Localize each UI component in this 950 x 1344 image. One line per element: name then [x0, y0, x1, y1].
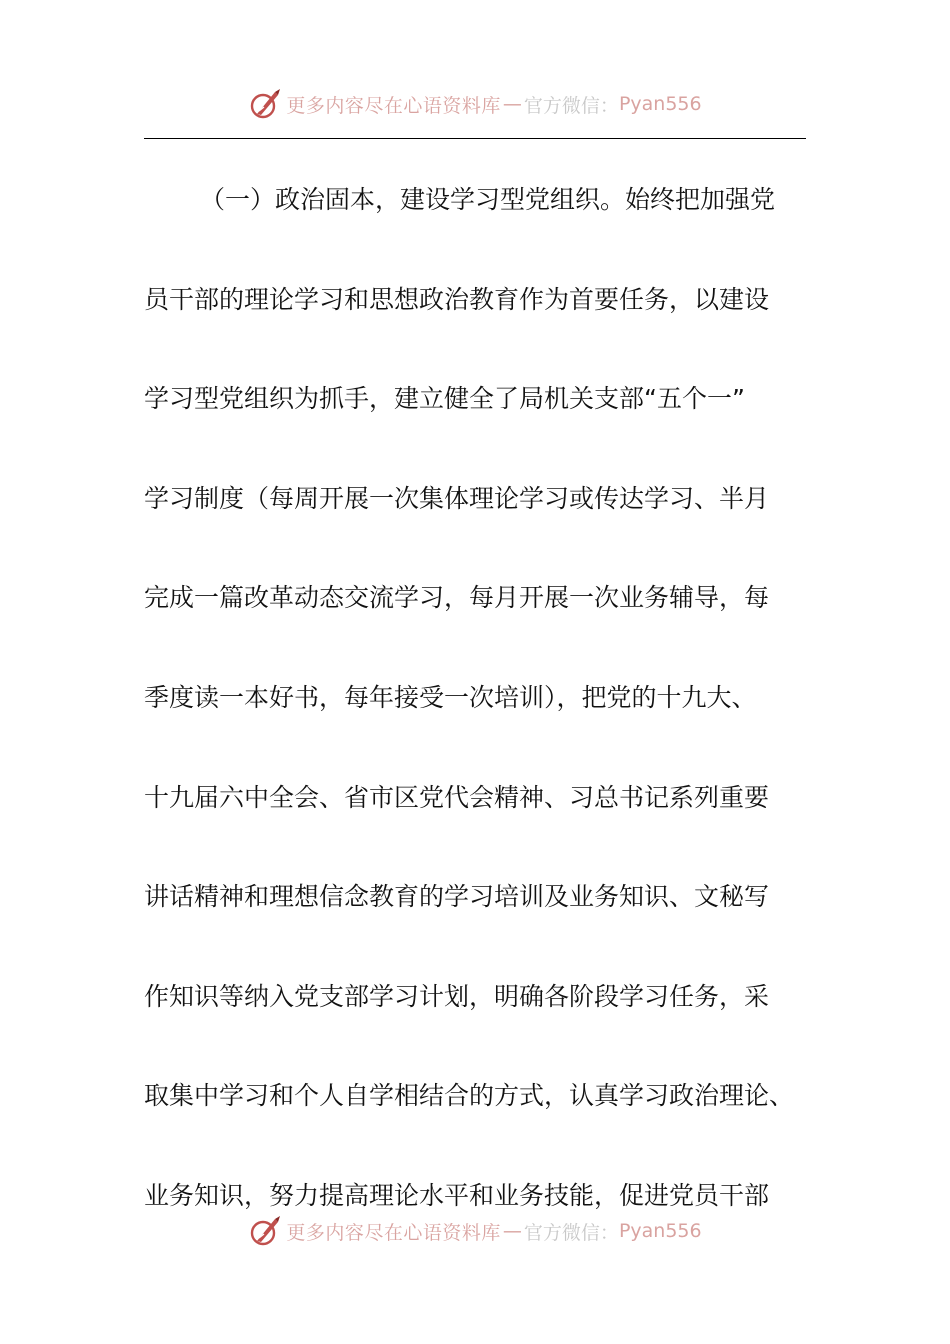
header-watermark — [0, 84, 950, 124]
paragraph-line: 学习型党组织为抓手，建立健全了局机关支部“五个一” — [144, 384, 745, 414]
paragraph-line: 业务知识，努力提高理论水平和业务技能，促进党员干部 — [144, 1180, 770, 1210]
quill-pen-circle-icon — [248, 87, 282, 121]
paragraph-line: （一）政治固本，建设学习型党组织。始终把加强党 — [200, 185, 776, 214]
watermark-contact-label: 官方微信： — [523, 1221, 619, 1244]
header-divider — [144, 138, 806, 139]
watermark-contact-id: Pyan556 — [618, 1220, 702, 1242]
watermark-contact-label: 官方微信： — [523, 94, 619, 117]
paragraph-line: 讲话精神和理想信念教育的学习培训及业务知识、文秘写 — [144, 882, 770, 912]
watermark-brand-text: 更多内容尽在心语资料库 — [286, 94, 501, 117]
paragraph-line: 员干部的理论学习和思想政治教育作为首要任务，以建设 — [144, 284, 770, 314]
paragraph-line: 取集中学习和个人自学相结合的方式，认真学习政治理论、 — [144, 1081, 795, 1111]
paragraph-line: 季度读一本好书，每年接受一次培训），把党的十九大、 — [144, 682, 757, 712]
watermark-separator: — — [502, 1220, 522, 1242]
paragraph-line: 作知识等纳入党支部学习计划，明确各阶段学习任务，采 — [144, 981, 770, 1011]
paragraph-line: 完成一篇改革动态交流学习，每月开展一次业务辅导，每 — [144, 583, 770, 613]
quill-pen-circle-icon — [248, 1214, 282, 1248]
paragraph-line: 学习制度（每周开展一次集体理论学习或传达学习、半月 — [144, 483, 770, 513]
watermark-brand-text: 更多内容尽在心语资料库 — [286, 1221, 501, 1244]
watermark-contact-id: Pyan556 — [618, 93, 702, 115]
watermark-separator: — — [502, 93, 522, 115]
document-body — [144, 150, 806, 1246]
footer-watermark — [0, 1211, 950, 1251]
paragraph-line: 十九届六中全会、省市区党代会精神、习总书记系列重要 — [144, 782, 770, 812]
